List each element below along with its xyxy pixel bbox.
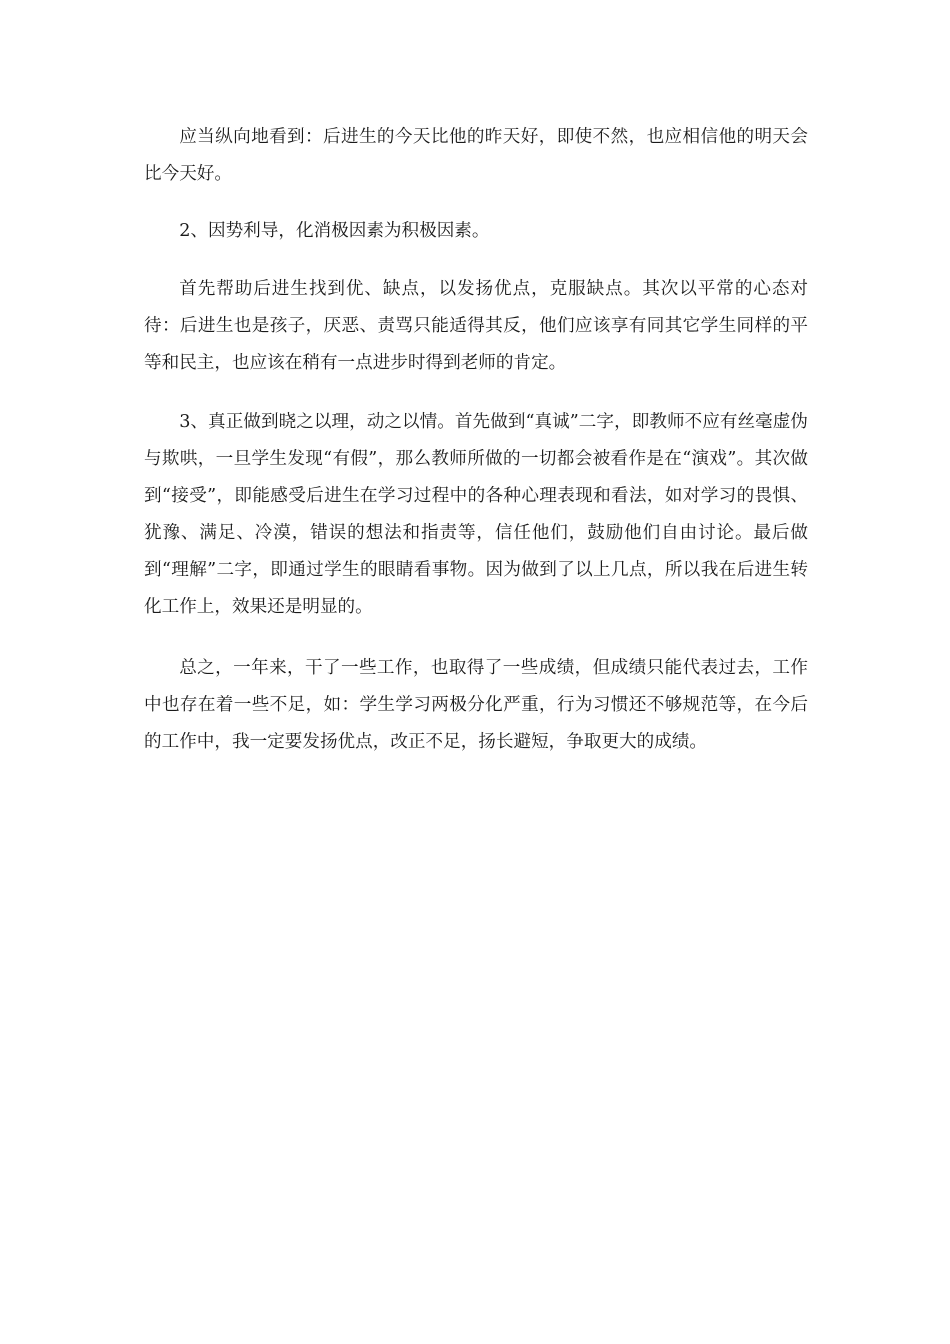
paragraph-reason-emotion: 3、真正做到晓之以理，动之以情。首先做到“真诚”二字，即教师不应有丝毫虚伪与欺哄，一旦学生发现“有假”，那么教师所做的一切都会被看作是在“演戏”。其次做到“接受”，即能感受后进生在学习过程中的各种心理表现和看法，如对学习的畏惧、犹豫、满足、冷漠，错误的想法和指责等，信任他们，鼓励他们自由讨论。最后做到“理解”二字，即通过学生的眼睛看事物。因为做到了以上几点，所以我在后进生转化工作上，效果还是明显的。 <box>144 412 808 617</box>
paragraph-heading-guidance: 2、因势利导，化消极因素为积极因素。 <box>179 221 490 241</box>
paragraph-summary: 总之，一年来，干了一些工作，也取得了一些成绩，但成绩只能代表过去，工作中也存在着一些不足，如：学生学习两极分化严重，行为习惯还不够规范等，在今后的工作中，我一定要发扬优点，改正不足，扬长避短，争取更大的成绩。 <box>144 658 808 752</box>
document-body <box>144 119 808 761</box>
paragraph-strengths-weaknesses: 首先帮助后进生找到优、缺点，以发扬优点，克服缺点。其次以平常的心态对待：后进生也是孩子，厌恶、责骂只能适得其反，他们应该享有同其它学生同样的平等和民主，也应该在稍有一点进步时得到老师的肯定。 <box>144 279 808 373</box>
paragraph-progress-outlook: 应当纵向地看到：后进生的今天比他的昨天好，即使不然，也应相信他的明天会比今天好。 <box>144 127 808 184</box>
